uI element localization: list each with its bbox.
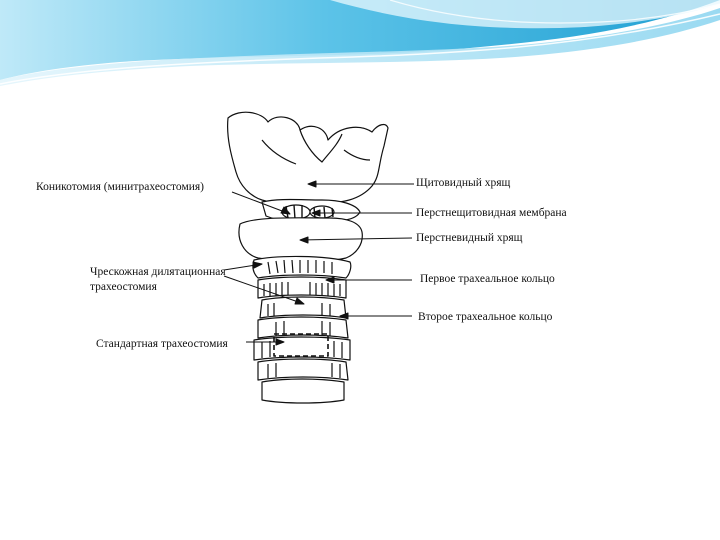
header-wave: [0, 0, 720, 86]
label-cricothyroid-membrane: Перстнещитовидная мембрана: [416, 207, 567, 219]
larynx-trachea-drawing: [224, 112, 414, 403]
label-dilatational-tracheostomy-line2: трахеостомия: [90, 281, 157, 293]
label-thyroid-cartilage: Щитовидный хрящ: [416, 177, 511, 189]
thyroid-cartilage-shape: [228, 112, 388, 205]
label-second-tracheal-ring: Второе трахеальное кольцо: [418, 311, 553, 323]
label-konikotomiya: Коникотомия (минитрахеостомия): [36, 181, 205, 193]
label-first-tracheal-ring: Первое трахеальное кольцо: [420, 273, 555, 285]
tracheal-rings: [253, 256, 351, 403]
label-cricoid-cartilage: Перстневидный хрящ: [416, 232, 523, 244]
label-dilatational-tracheostomy-line1: Чрескожная дилятационная: [90, 266, 226, 278]
label-standard-tracheostomy: Стандартная трахеостомия: [96, 338, 228, 350]
